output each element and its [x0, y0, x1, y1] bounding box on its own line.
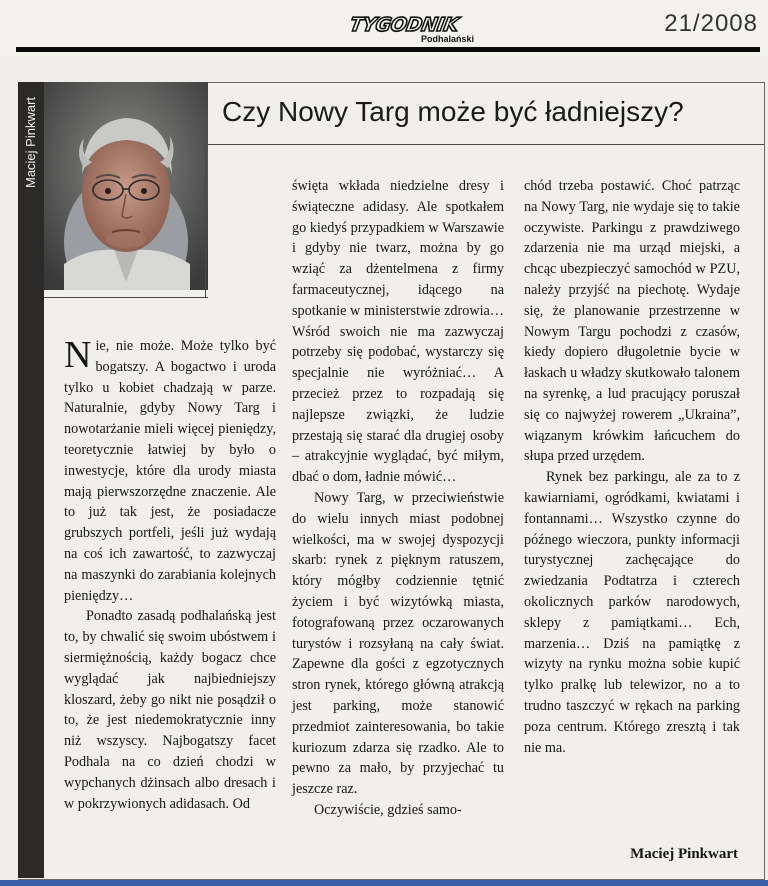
article-title: Czy Nowy Targ może być ładniejszy? — [222, 96, 684, 127]
article-paragraph: Nowy Targ, w przeciwieństwie do wielu innych miast podobnej wielkości, ma w swojej dyspozycji skarb: rynek z pięknym ratuszem, który mógłby codziennie tętnić życiem i być wizytówką miasta, fotografowaną przez oczarowanych turystów i rozsyłaną na cały świat. Zapewne dla gości z egzotycznych stron rynek, którego główną atrakcją jest parking, może stanowić przedmiot zainteresowania, bo takie kuriozum zdarza się rzadko. Ale to pewno za mało, by przyjechać tu jeszcze raz. — [292, 489, 504, 798]
header-rule — [16, 47, 760, 52]
article-column-3 — [524, 176, 740, 758]
author-photo — [44, 82, 208, 290]
article-paragraph — [64, 336, 276, 606]
article-paragraph: Oczywiście, gdzieś samo- — [314, 801, 462, 818]
author-portrait-image — [44, 82, 208, 290]
article-paragraph: święta wkłada niedzielne dresy i świąteczne adidasy. Ale spotkałem go kiedyś przypadkiem w Warszawie i gdyby nie twarz, można by go wziąć za dżentelmena z firmy farmaceutycznej, idącego na spotkanie w ministerstwie zdrowia… Wśród swoich nie ma zazwyczaj potrzeby się podobać, wystarczy się specjalnie nie wyróżniać… A przecież przez to rozpadają się najlepsze związki, że ludzie przestają się starać dla drugiej osoby – atrakcyjnie wyglądać, być miłym, dbać o dom, ładnie mówić… — [292, 178, 504, 486]
title-rule — [208, 144, 764, 145]
author-vertical-text: Maciej Pinkwart — [23, 96, 39, 188]
page-header — [0, 0, 768, 56]
article-signature: Maciej Pinkwart — [630, 846, 738, 862]
tygodnik-logo — [350, 14, 476, 44]
photo-divider-vertical — [205, 144, 206, 298]
issue-number: 21/2008 — [664, 10, 758, 37]
bottom-accent-bar — [0, 880, 768, 886]
logo-main-text: TYGODNIK — [348, 14, 460, 36]
article-paragraph: Rynek bez parkingu, ale za to z kawiarniami, ogródkami, kwiatami i fontannami… Wszystko czynne do późnego wieczora, punkty informacji turystycznej zachęcające do zwiedzania Podtatrza i czterech okolicznych parków narodowych, sklepy z pamiątkami… Ech, marzenia… Dziś na pamiątkę z wizyty na rynku można sobie kupić tylko pralkę lub telewizor, no a to trudno taszczyć w rękach na parking poza centrum. Którego zresztą i tak nie ma. — [524, 469, 740, 756]
article-paragraph: Ponadto zasadą podhalańską jest to, by chwalić się swoim ubóstwem i siermiężnością, każdy bogacz chce wyglądać jak najbiedniejszy kloszard, żeby go nikt nie posądził o to, że jest niedemokratycznie inny niż wszyscy. Najbogatszy facet Podhala na co dzień chodzi w wypchanych dżinsach albo dresach i w pokrzywionych adidasach. Od — [64, 608, 276, 812]
article-column-1 — [64, 336, 276, 814]
article-paragraph: chód trzeba postawić. Choć patrząc na Nowy Targ, nie wydaje się to takie oczywiste. Parkingu z prawdziwego zdarzenia nie ma urząd miejski, a chcąc ubezpieczyć samochód w PZU, należy przyjść na piechotę. Wydaje się, że planowanie przestrzenne w Nowym Targu pochodzi z czasów, kiedy dopiero długoletnie bycie w łaskach u władzy skutkowało talonem na syrenkę, a lud pracujący poruszał się co najwyżej rowerem „Ukraina”, wiązanym krówkim łańcuchem do słupa przed urzędem. — [524, 178, 740, 465]
drop-cap: N — [64, 334, 92, 376]
logo-sub-text: Podhalański — [420, 34, 474, 44]
photo-divider-horizontal — [44, 297, 208, 298]
article-column-2 — [292, 176, 504, 821]
paragraph-text: ie, nie może. Może tylko być bogatszy. A bogactwo i uroda tylko u kobiet chadzają w parze. Naturalnie, gdyby Nowy Targ i nowotarżanie mieli więcej pieniędzy, teoretycznie łatwiej by było o inwestycje, które dla urody miasta mają pierwszorzędne znaczenie. Ale to już tak jest, że posiadacze grubszych portfeli, jeśli już wydają na coś ich zawartość, to zazwyczaj na maszynki do zarabiania kolejnych pieniędzy… — [64, 338, 276, 604]
author-vertical-label — [18, 82, 44, 202]
